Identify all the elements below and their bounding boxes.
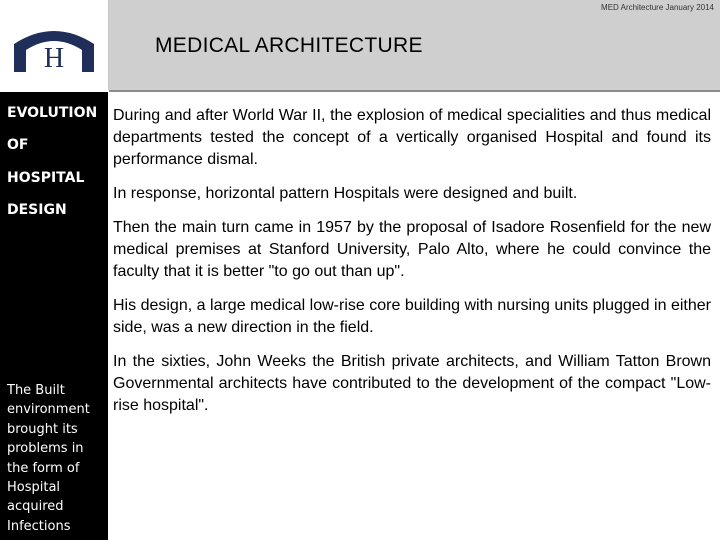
sidebar-heading: OF	[7, 137, 29, 153]
sidebar-heading: EVOLUTION	[7, 105, 98, 121]
content-paragraph: In response, horizontal pattern Hospitals were designed and built.	[113, 185, 578, 202]
logo-letter: H	[43, 43, 65, 72]
content-paragraph: Then the main turn came in 1957 by the proposal of Isadore Rosenfield for the new medical premises at Stanford University, Palo Alto, where he could convince the faculty that it is better "to go out than up".	[113, 219, 711, 280]
content-paragraph: His design, a large medical low-rise core building with nursing units plugged in either side, was a new direction in the field.	[113, 297, 711, 336]
content-paragraph: During and after World War II, the explosion of medical specialities and thus medical departments tested the concept of a vertically organised Hospital and found its performance dismal.	[113, 107, 711, 168]
main-content	[113, 105, 711, 417]
sidebar-heading: DESIGN	[7, 202, 67, 218]
content-paragraph: In the sixties, John Weeks the British private architects, and William Tatton Brown Governmental architects have contributed to the development of the compact "Low-rise hospital".	[113, 353, 711, 414]
sidebar-note: The Built environment brought its problems in the form of Hospital acquired Infections	[7, 383, 90, 534]
page-title: MEDICAL ARCHITECTURE	[155, 34, 423, 57]
logo	[0, 0, 109, 90]
header-meta: MED Architecture January 2014	[601, 3, 714, 12]
header-bar	[109, 0, 720, 92]
sidebar	[0, 92, 108, 540]
sidebar-heading: HOSPITAL	[7, 170, 85, 186]
hospital-arch-logo-icon	[10, 22, 98, 72]
